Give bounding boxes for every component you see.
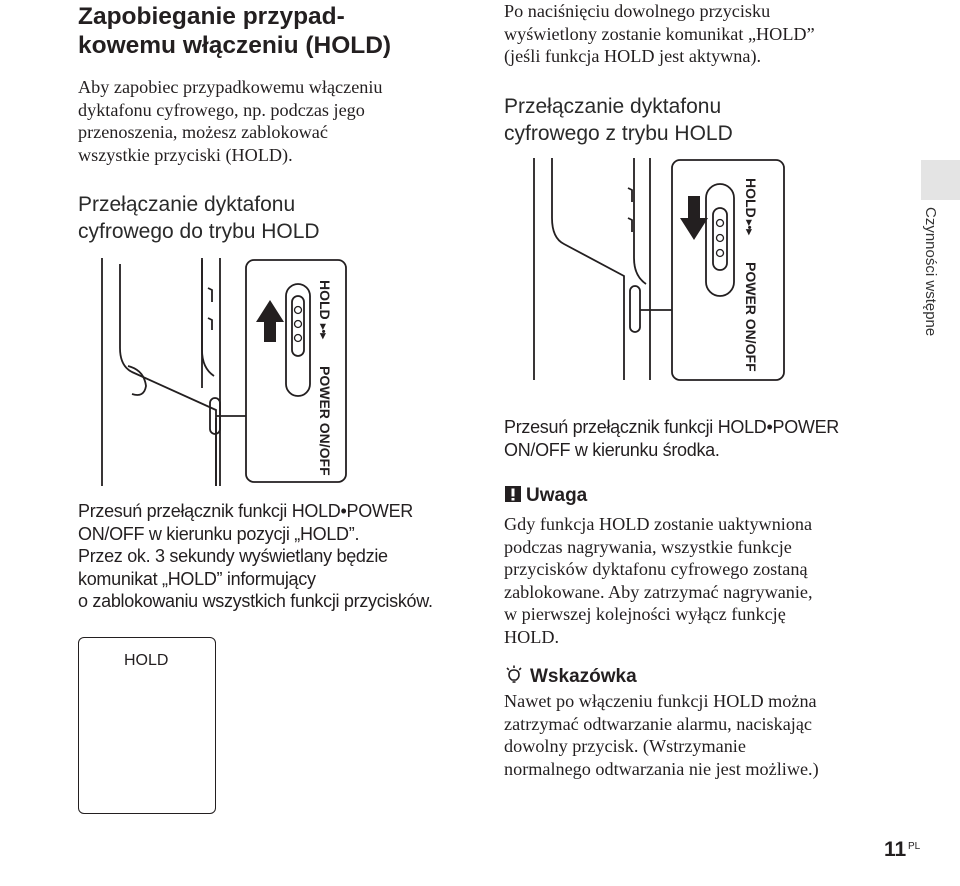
lightbulb-tip-icon bbox=[504, 665, 524, 685]
chapter-tab-label bbox=[920, 207, 940, 362]
display-text: HOLD bbox=[124, 652, 169, 669]
intro-line: wszystkie przyciski (HOLD). bbox=[78, 144, 293, 165]
intro-line: dyktafonu cyfrowego, np. podczas jego bbox=[78, 99, 365, 120]
device-release-illustration bbox=[530, 158, 790, 386]
slider-position-marks: ▸•▸ bbox=[743, 220, 755, 235]
arrow-up-icon bbox=[256, 300, 284, 342]
illustration-label-hold: HOLD bbox=[743, 178, 759, 218]
page-language: PL bbox=[908, 841, 921, 852]
chapter-tab-marker bbox=[921, 160, 960, 200]
warning-note-icon bbox=[504, 485, 522, 503]
caption-line: ON/OFF w kierunku pozycji „HOLD”. bbox=[78, 523, 360, 544]
chapter-tab-text: Czynności wstępne bbox=[922, 207, 939, 337]
tip-line: zatrzymać odtwarzanie alarmu, naciskając bbox=[504, 713, 812, 734]
caption-line: Przesuń przełącznik funkcji HOLD•POWER bbox=[504, 417, 840, 437]
illustration-label-hold: HOLD bbox=[317, 280, 333, 320]
tip-title: Wskazówka bbox=[530, 666, 637, 687]
note-line: zablokowane. Aby zatrzymać nagrywanie, bbox=[504, 581, 813, 602]
page-title bbox=[78, 2, 478, 60]
tip-body bbox=[504, 690, 904, 780]
note-line: podczas nagrywania, wszystkie funkcje bbox=[504, 536, 792, 557]
page-title-line1: Zapobieganie przypad- bbox=[78, 3, 345, 30]
note-body bbox=[504, 513, 904, 648]
caption-line: ON/OFF w kierunku środka. bbox=[504, 439, 720, 460]
illustration-label-power: POWER ON/OFF bbox=[317, 366, 333, 476]
page-number: 11 bbox=[884, 838, 907, 861]
section-heading-to-hold bbox=[78, 191, 478, 245]
heading-line: cyfrowego do trybu HOLD bbox=[78, 220, 320, 243]
intro-line: wyświetlony zostanie komunikat „HOLD” bbox=[504, 23, 815, 44]
heading-line: cyfrowego z trybu HOLD bbox=[504, 122, 733, 145]
intro-line: (jeśli funkcja HOLD jest aktywna). bbox=[504, 46, 762, 66]
note-line: Gdy funkcja HOLD zostanie uaktywniona bbox=[504, 514, 813, 534]
heading-line: Przełączanie dyktafonu bbox=[78, 193, 296, 216]
tip-heading bbox=[504, 665, 637, 688]
illustration-label-power: POWER ON/OFF bbox=[743, 262, 759, 372]
note-line: w pierwszej kolejności wyłącz funkcję bbox=[504, 604, 786, 624]
caption-line: Przesuń przełącznik funkcji HOLD•POWER bbox=[78, 501, 414, 521]
note-heading bbox=[504, 484, 587, 507]
intro-line: Aby zapobiec przypadkowemu włączeniu bbox=[78, 77, 383, 97]
page-title-line2: kowemu włączeniu (HOLD) bbox=[78, 32, 392, 59]
note-line: przycisków dyktafonu cyfrowego zostaną bbox=[504, 559, 808, 579]
tip-line: Nawet po włączeniu funkcji HOLD można bbox=[504, 691, 817, 711]
tip-line: dowolny przycisk. (Wstrzymanie bbox=[504, 736, 746, 756]
tip-line: normalnego odtwarzania nie jest możliwe.) bbox=[504, 758, 819, 779]
heading-line: Przełączanie dyktafonu bbox=[504, 95, 722, 118]
section-heading-from-hold bbox=[504, 93, 904, 147]
arrow-down-icon bbox=[680, 196, 708, 240]
caption-line: o zablokowaniu wszystkich funkcji przycisków. bbox=[78, 591, 433, 612]
slider-position-marks: ▸•▸ bbox=[317, 324, 329, 339]
intro-line: Po naciśnięciu dowolnego przycisku bbox=[504, 1, 771, 21]
caption-line: komunikat „HOLD” informujący bbox=[78, 568, 316, 589]
intro-paragraph bbox=[78, 76, 478, 166]
caption-to-hold bbox=[78, 500, 478, 613]
note-line: HOLD. bbox=[504, 626, 560, 647]
note-title: Uwaga bbox=[526, 485, 588, 506]
right-intro-paragraph bbox=[504, 0, 904, 68]
caption-line: Przez ok. 3 sekundy wyświetlany będzie bbox=[78, 546, 388, 567]
intro-line: przenoszenia, możesz zablokować bbox=[78, 122, 328, 142]
caption-from-hold bbox=[504, 416, 904, 461]
device-hold-illustration bbox=[98, 258, 348, 486]
